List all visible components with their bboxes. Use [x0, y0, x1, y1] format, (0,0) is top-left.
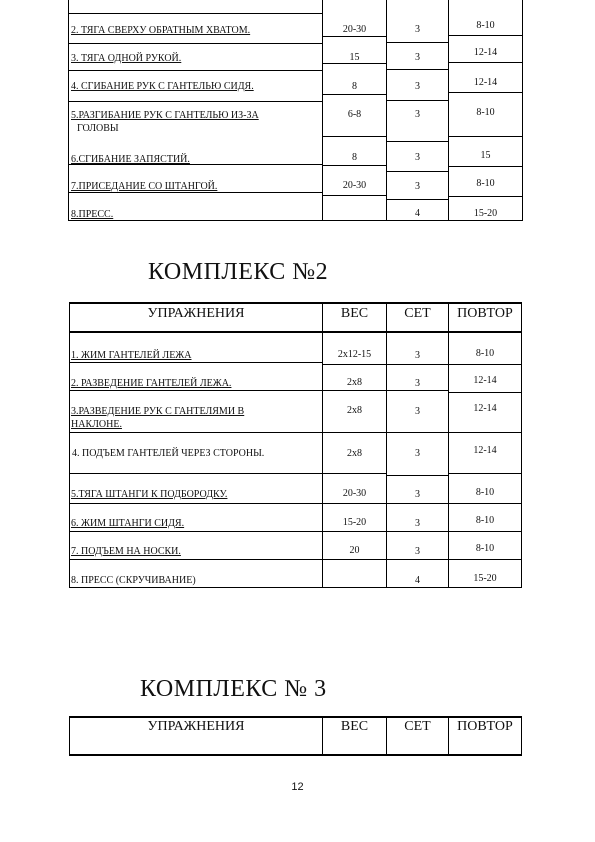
weight-cell: 2х8 — [347, 377, 362, 388]
row-divider — [448, 92, 523, 93]
exercise-cell: 3.РАЗВЕДЕНИЕ РУК С ГАНТЕЛЯМИ В — [71, 406, 245, 417]
row-divider — [386, 475, 448, 476]
weight-cell: 15 — [349, 52, 360, 63]
weight-cell: 2х12-15 — [337, 349, 372, 360]
row-divider — [448, 432, 522, 433]
table-top-border — [69, 302, 522, 304]
exercise-cell: 1. ЖИМ ГАНТЕЛЕЙ ЛЕЖА — [71, 350, 192, 361]
row-divider — [448, 392, 522, 393]
sets-cell: 3 — [415, 489, 420, 500]
reps-cell: 15-20 — [473, 573, 497, 584]
row-divider — [69, 432, 322, 433]
row-divider — [68, 101, 322, 102]
header-weight: ВЕС — [340, 306, 369, 321]
row-divider — [448, 196, 523, 197]
header-exercise: УПРАЖНЕНИЯ — [147, 719, 245, 734]
row-divider — [386, 199, 448, 200]
exercise-cell: 4. ПОДЪЕМ ГАНТЕЛЕЙ ЧЕРЕЗ СТОРОНЫ. — [72, 448, 265, 459]
column-divider — [521, 716, 522, 756]
row-divider — [69, 531, 322, 532]
sets-cell: 4 — [415, 208, 420, 219]
header-reps: ПОВТОР — [457, 306, 513, 321]
row-divider — [448, 364, 522, 365]
exercise-cell: 8.ПРЕСС. — [71, 209, 114, 220]
table-top-border — [69, 716, 522, 718]
row-divider — [68, 70, 322, 71]
weight-cell: 20-30 — [342, 24, 367, 35]
row-divider — [68, 43, 322, 44]
row-divider — [68, 13, 322, 14]
weight-cell: 8 — [352, 81, 357, 92]
row-divider — [386, 432, 448, 433]
header-sets: СЕТ — [404, 306, 431, 321]
exercise-cell: 7.ПРИСЕДАНИЕ СО ШТАНГОЙ. — [71, 181, 218, 192]
row-divider — [386, 100, 448, 101]
column-divider — [68, 0, 69, 221]
exercise-cell: 3. ТЯГА ОДНОЙ РУКОЙ. — [71, 53, 182, 64]
row-divider — [69, 362, 322, 363]
sets-cell: 3 — [415, 52, 420, 63]
row-divider — [322, 94, 386, 95]
row-divider — [386, 141, 448, 142]
row-divider — [386, 364, 448, 365]
weight-cell: 20-30 — [342, 488, 367, 499]
exercise-cell: 6.СГИБАНИЕ ЗАПЯСТИЙ. — [71, 154, 190, 165]
row-divider — [69, 390, 322, 391]
header-exercise: УПРАЖНЕНИЯ — [147, 306, 245, 321]
header-reps: ПОВТОР — [457, 719, 513, 734]
section-title: КОМПЛЕКС №2 — [148, 259, 329, 285]
reps-cell: 12-14 — [473, 403, 497, 414]
sets-cell: 3 — [415, 518, 420, 529]
row-divider — [448, 503, 522, 504]
row-divider — [386, 42, 448, 43]
sets-cell: 3 — [415, 546, 420, 557]
sets-cell: 3 — [415, 181, 420, 192]
row-divider — [322, 36, 386, 37]
row-divider — [386, 69, 448, 70]
row-divider — [69, 473, 322, 474]
weight-cell: 15-20 — [342, 517, 367, 528]
sets-cell: 3 — [415, 448, 420, 459]
row-divider — [386, 171, 448, 172]
reps-cell: 8-10 — [475, 487, 495, 498]
exercise-cell: 7. ПОДЪЕМ НА НОСКИ. — [71, 546, 181, 557]
reps-cell: 12-14 — [473, 375, 497, 386]
column-divider — [521, 302, 522, 588]
row-divider — [322, 531, 386, 532]
column-divider — [69, 302, 70, 588]
exercise-cell-continued: ГОЛОВЫ — [77, 123, 119, 134]
reps-cell: 8-10 — [476, 107, 495, 118]
row-divider — [69, 503, 322, 504]
row-divider — [386, 503, 448, 504]
column-divider — [522, 0, 523, 221]
reps-cell: 15 — [480, 150, 491, 161]
exercise-cell: 5.РАЗГИБАНИЕ РУК С ГАНТЕЛЬЮ ИЗ-ЗА — [71, 110, 259, 121]
reps-cell: 8-10 — [475, 348, 495, 359]
row-divider — [322, 559, 386, 560]
sets-cell: 3 — [415, 81, 420, 92]
row-divider — [386, 390, 448, 391]
sets-cell: 4 — [415, 575, 420, 586]
row-divider — [448, 136, 523, 137]
reps-cell: 12-14 — [473, 77, 498, 88]
row-divider — [69, 559, 322, 560]
exercise-cell: 2. РАЗВЕДЕНИЕ ГАНТЕЛЕЙ ЛЕЖА. — [71, 378, 232, 389]
reps-cell: 12-14 — [473, 445, 497, 456]
row-divider — [322, 165, 386, 166]
reps-cell: 8-10 — [475, 543, 495, 554]
row-divider — [448, 559, 522, 560]
row-divider — [322, 364, 386, 365]
sets-cell: 3 — [415, 350, 420, 361]
reps-cell: 15-20 — [473, 208, 498, 219]
header-sets: СЕТ — [404, 719, 431, 734]
weight-cell: 2х8 — [347, 448, 362, 459]
sets-cell: 3 — [415, 109, 420, 120]
weight-cell: 8 — [352, 152, 357, 163]
row-divider — [448, 166, 523, 167]
row-divider — [322, 390, 386, 391]
exercise-cell: 2. ТЯГА СВЕРХУ ОБРАТНЫМ ХВАТОМ. — [71, 25, 251, 36]
weight-cell: 6-8 — [347, 109, 362, 120]
row-divider — [322, 473, 386, 474]
row-divider — [322, 432, 386, 433]
header-bottom-border — [69, 331, 522, 333]
row-divider — [448, 473, 522, 474]
row-divider — [322, 503, 386, 504]
row-divider — [322, 195, 386, 196]
row-divider — [386, 559, 448, 560]
sets-cell: 3 — [415, 406, 420, 417]
reps-cell: 8-10 — [475, 515, 495, 526]
table-bottom-border — [68, 220, 522, 221]
weight-cell: 20-30 — [342, 180, 367, 191]
sets-cell: 3 — [415, 24, 420, 35]
sets-cell: 3 — [415, 378, 420, 389]
weight-cell: 20 — [349, 545, 360, 556]
row-divider — [386, 531, 448, 532]
section-title: КОМПЛЕКС № 3 — [140, 676, 327, 702]
exercise-cell: 4. СГИБАНИЕ РУК С ГАНТЕЛЬЮ СИДЯ. — [71, 81, 254, 92]
row-divider — [322, 136, 386, 137]
sets-cell: 3 — [415, 152, 420, 163]
row-divider — [448, 531, 522, 532]
reps-cell: 8-10 — [476, 178, 495, 189]
header-bottom-border — [69, 754, 522, 756]
exercise-cell: 5.ТЯГА ШТАНГИ К ПОДБОРОДКУ. — [71, 489, 228, 500]
table-bottom-border — [69, 587, 522, 588]
exercise-cell: 8. ПРЕСС (СКРУЧИВАНИЕ) — [71, 575, 196, 586]
header-weight: ВЕС — [340, 719, 369, 734]
reps-cell: 8-10 — [476, 20, 495, 31]
reps-cell: 12-14 — [473, 47, 498, 58]
page-number: 12 — [291, 781, 304, 793]
exercise-cell: 6. ЖИМ ШТАНГИ СИДЯ. — [71, 518, 185, 529]
row-divider — [448, 35, 523, 36]
row-divider — [448, 62, 523, 63]
weight-cell: 2х8 — [347, 405, 362, 416]
exercise-cell-continued: НАКЛОНЕ. — [71, 419, 122, 430]
